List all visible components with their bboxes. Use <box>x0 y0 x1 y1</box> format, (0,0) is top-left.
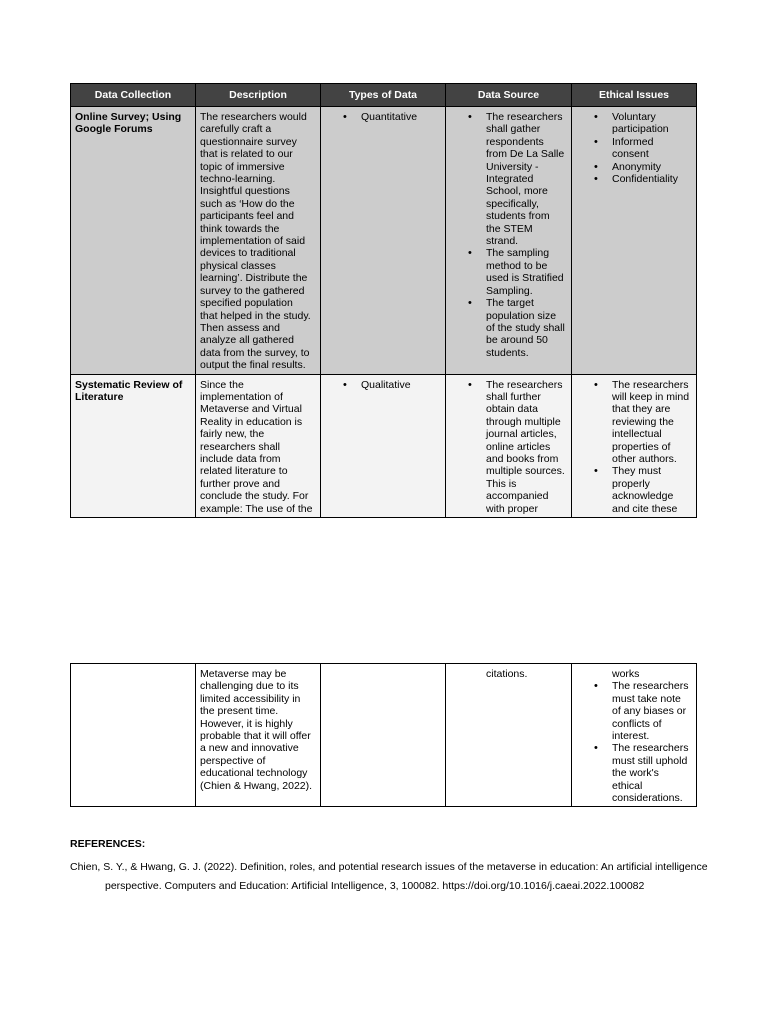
ethical-issues-cell <box>572 374 697 517</box>
references-heading: REFERENCES: <box>70 838 146 850</box>
data-collection-cell <box>71 107 196 375</box>
header-types-of-data: Types of Data <box>321 84 446 107</box>
data-source-cell <box>446 664 572 807</box>
table-header-row <box>71 84 697 107</box>
data-collection-cell <box>71 374 196 517</box>
data-collection-cell <box>71 664 196 807</box>
description-cell <box>196 664 321 807</box>
reference-entry: Chien, S. Y., & Hwang, G. J. (2022). Definition, roles, and potential research issues of the metaverse in education: An artificial intelligence perspective. Computers and Education: Artificial Intelligence, 3, 100082. https://doi.org/10.1016/j.caeai.2022.100082 <box>70 861 708 892</box>
ethics-list <box>576 680 692 804</box>
list-item: • Voluntary participation <box>590 111 692 136</box>
header-ethical-issues: Ethical Issues <box>572 84 697 107</box>
list-item: • The researchers must take note of any biases or conflicts of interest. <box>590 680 692 742</box>
description-text: Metaverse may be challenging due to its limited accessibility in the present time. However, it is highly probable that it will offer a new and innovative perspective of educational technology (Chien & Hwang, 2022). <box>200 668 313 792</box>
types-list <box>325 379 441 391</box>
list-item: • Confidentiality <box>590 173 692 185</box>
data-source-cell <box>446 374 572 517</box>
list-item: • They must properly acknowledge and cite these <box>590 465 692 515</box>
list-item: • The target population size of the study shall be around 50 students. <box>464 297 567 359</box>
data-collection-table <box>70 83 697 518</box>
references-section <box>70 838 710 896</box>
types-list <box>325 111 441 123</box>
types-of-data-cell <box>321 107 446 375</box>
ethics-continuation: works <box>612 668 640 680</box>
description-text: Since the implementation of Metaverse and Virtual Reality in education is fairly new, the researchers shall include data from related literature to further prove and conclude the study. For example: The use of the <box>200 378 313 515</box>
source-list <box>450 111 567 359</box>
types-of-data-cell <box>321 664 446 807</box>
ethics-list <box>576 379 692 515</box>
list-item: • Qualitative <box>339 379 441 391</box>
list-item: • Quantitative <box>339 111 441 123</box>
table-row-continued <box>71 664 697 807</box>
ethical-issues-cell <box>572 107 697 375</box>
list-item: • The researchers shall further obtain data through multiple journal articles, online articles and books from multiple sources. This is accompanied with proper <box>464 379 567 515</box>
list-item: • Anonymity <box>590 161 692 173</box>
data-source-cell <box>446 107 572 375</box>
ethics-list <box>576 111 692 185</box>
ethical-issues-cell <box>572 664 697 807</box>
list-item: • The researchers must still uphold the work's ethical considerations. <box>590 742 692 804</box>
list-item: • Informed consent <box>590 136 692 161</box>
header-description: Description <box>196 84 321 107</box>
source-continuation: citations. <box>486 668 528 680</box>
list-item: • The sampling method to be used is Stratified Sampling. <box>464 247 567 297</box>
source-list <box>450 379 567 515</box>
header-data-source: Data Source <box>446 84 572 107</box>
data-collection-method: Online Survey; Using Google Forums <box>75 111 182 136</box>
data-collection-table-continued <box>70 663 697 807</box>
list-item: • The researchers will keep in mind that they are reviewing the intellectual properties of other authors. <box>590 379 692 466</box>
description-text: The researchers would carefully craft a questionnaire survey that is related to our topic of immersive techno-learning. Insightful questions such as ‘How do the participants feel and think towards the implementation of said devices to traditional physical classes learning’. Distribute the survey to the gathered specified population that helped in the study. Then assess and analyze all gathered data from the survey, to output the final results. <box>200 111 311 372</box>
table-row <box>71 107 697 375</box>
description-cell <box>196 107 321 375</box>
data-collection-method: Systematic Review of Literature <box>75 378 183 403</box>
description-cell <box>196 374 321 517</box>
table-row <box>71 374 697 517</box>
types-of-data-cell <box>321 374 446 517</box>
list-item: • The researchers shall gather respondents from De La Salle University - Integrated School, more specifically, students from the STEM strand. <box>464 111 567 247</box>
header-data-collection: Data Collection <box>71 84 196 107</box>
